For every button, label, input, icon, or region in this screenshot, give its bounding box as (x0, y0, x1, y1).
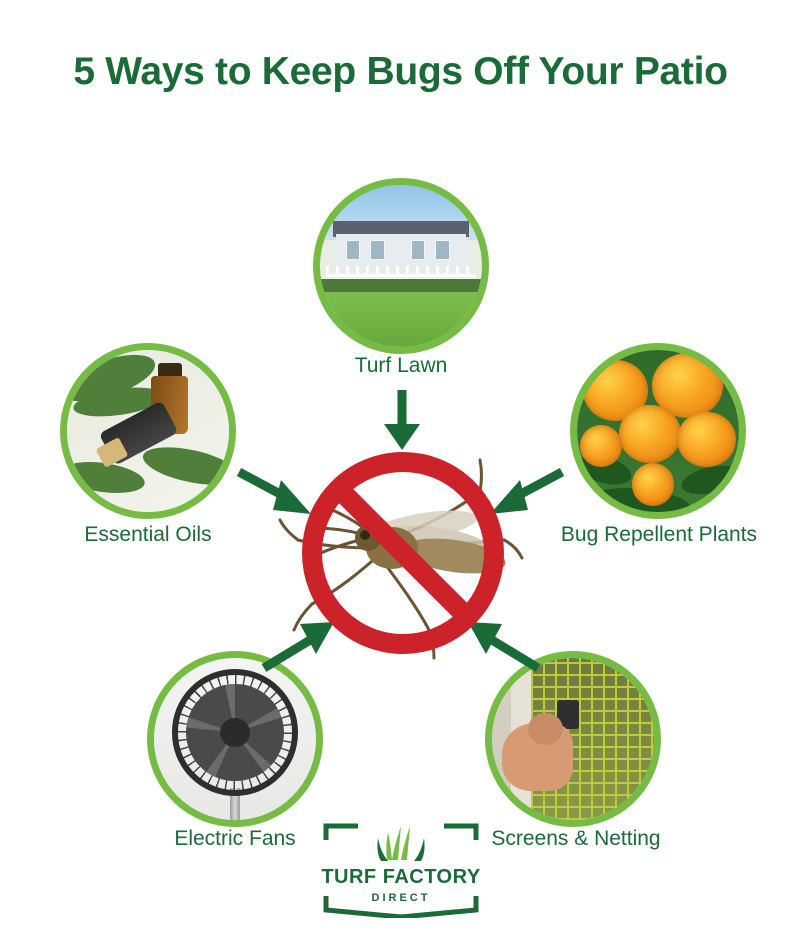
black-pedestal-electric-fan-photo (154, 658, 316, 820)
node-essential-oils[interactable] (60, 343, 236, 519)
essential-oils-image-circle (60, 343, 236, 519)
orange-marigold-flowers-photo (577, 350, 739, 512)
electric-fans-image-circle (147, 651, 323, 827)
node-bug-repellent-plants[interactable] (570, 343, 746, 519)
essential-oil-bottles-with-rosemary-photo (67, 350, 229, 512)
node-label-bug-repellent-plants: Bug Repellent Plants (560, 523, 758, 546)
node-turf-lawn[interactable] (313, 178, 489, 354)
brand-logo[interactable] (318, 818, 484, 918)
turf-lawn-image-circle (313, 178, 489, 354)
logo-name: TURF FACTORY (321, 866, 481, 888)
bug-repellent-plants-image-circle (570, 343, 746, 519)
center-graphic-group (268, 422, 533, 672)
node-electric-fans[interactable] (147, 651, 323, 827)
node-screens-netting[interactable] (485, 651, 661, 827)
screens-netting-image-circle (485, 651, 661, 827)
no-entry-ban-sign-icon (300, 450, 506, 656)
node-label-electric-fans: Electric Fans (174, 827, 296, 850)
node-label-essential-oils: Essential Oils (84, 523, 212, 546)
house-with-turf-lawn-and-deck-photo (320, 185, 482, 347)
logo-subtitle: DIRECT (371, 892, 431, 904)
node-label-screens-netting: Screens & Netting (491, 827, 661, 850)
page-title: 5 Ways to Keep Bugs Off Your Patio (73, 50, 728, 93)
node-label-turf-lawn: Turf Lawn (354, 354, 448, 377)
hand-installing-window-screen-mesh-photo (492, 658, 654, 820)
